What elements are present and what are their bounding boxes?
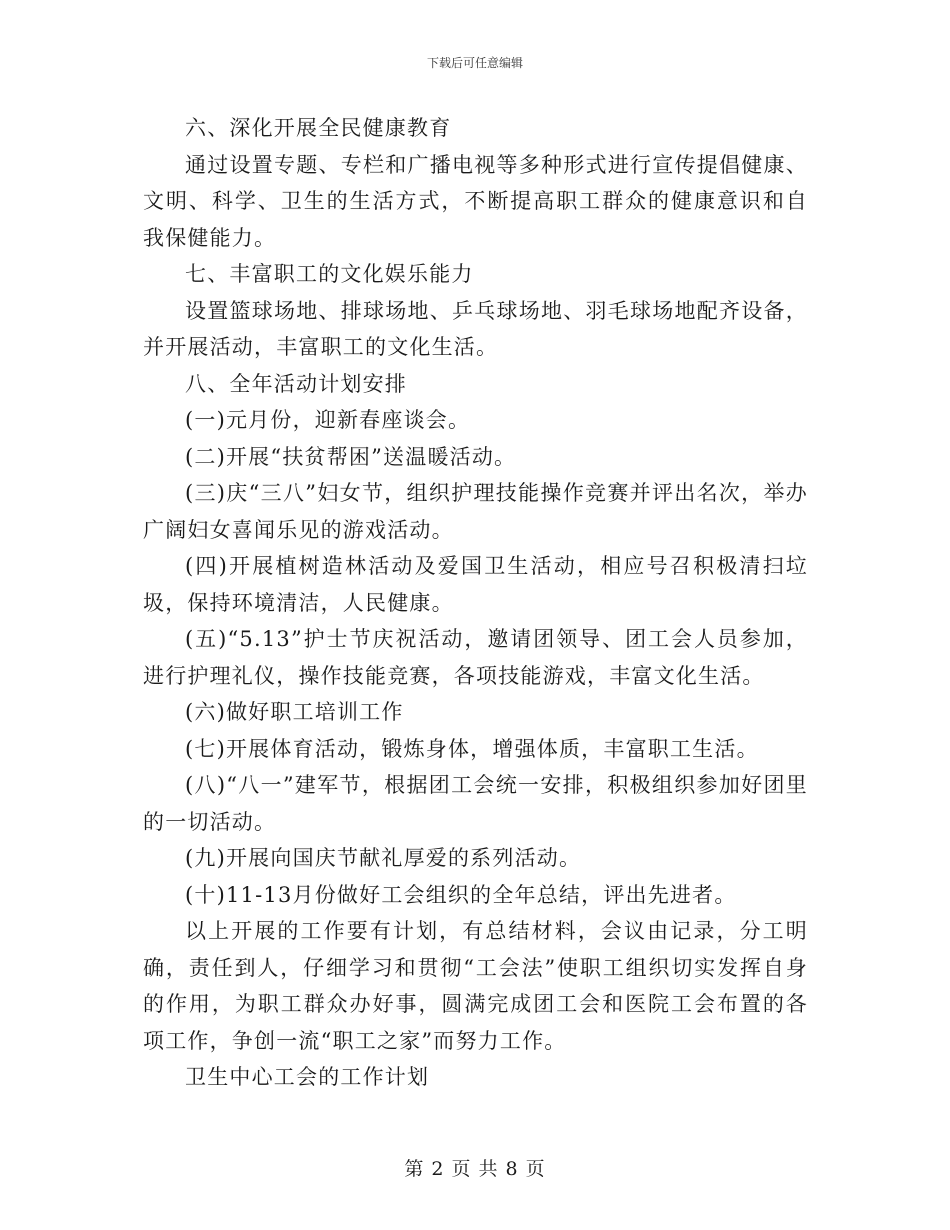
paragraph-sports-facilities: 设置篮球场地、排球场地、乒乓球场地、羽毛球场地配齐设备，并开展活动，丰富职工的文化生活。 (143, 298, 808, 359)
page-header: 下载后可任意编辑 (426, 56, 523, 70)
section-heading-6: 六、深化开展全民健康教育 (185, 116, 452, 140)
next-section-title: 卫生中心工会的工作计划 (185, 1065, 430, 1089)
page-number: 第 2 页 共 8 页 (404, 1158, 546, 1180)
activity-item-9: (九)开展向国庆节献礼厚爱的系列活动。 (185, 846, 582, 870)
document-body (143, 110, 808, 1096)
activity-item-6: (六)做好职工培训工作 (185, 700, 404, 724)
activity-item-5: (五)“5.13”护士节庆祝活动，邀请团领导、团工会人员参加，进行护理礼仪，操作技能竞赛，各项技能游戏，丰富文化生活。 (143, 627, 808, 688)
activity-item-8: (八)“八一”建军节，根据团工会统一安排，积极组织参加好团里的一切活动。 (143, 773, 808, 834)
activity-item-10: (十)11-13月份做好工会组织的全年总结，评出先进者。 (185, 882, 737, 907)
activity-item-2: (二)开展“扶贫帮困”送温暖活动。 (185, 444, 517, 469)
paragraph-health-education: 通过设置专题、专栏和广播电视等多种形式进行宣传提倡健康、文明、科学、卫生的生活方式，不断提高职工群众的健康意识和自我保健能力。 (143, 152, 808, 250)
paragraph-summary: 以上开展的工作要有计划，有总结材料，会议由记录，分工明确，责任到人，仔细学习和贯彻“工会法”使职工组织切实发挥自身的作用，为职工群众办好事，圆满完成团工会和医院工会布置的各项工作，争创一流“职工之家”而努力工作。 (143, 919, 808, 1053)
activity-item-7: (七)开展体育活动，锻炼身体，增强体质，丰富职工生活。 (185, 736, 759, 761)
section-heading-8: 八、全年活动计划安排 (185, 371, 407, 396)
section-heading-7: 七、丰富职工的文化娱乐能力 (185, 262, 474, 286)
activity-item-3: (三)庆“三八”妇女节，组织护理技能操作竞赛并评出名次，举办广阔妇女喜闻乐见的游戏活动。 (143, 481, 808, 542)
activity-item-4: (四)开展植树造林活动及爱国卫生活动，相应号召积极清扫垃圾，保持环境清洁，人民健康。 (143, 554, 808, 615)
activity-item-1: (一)元月份，迎新春座谈会。 (185, 408, 471, 432)
